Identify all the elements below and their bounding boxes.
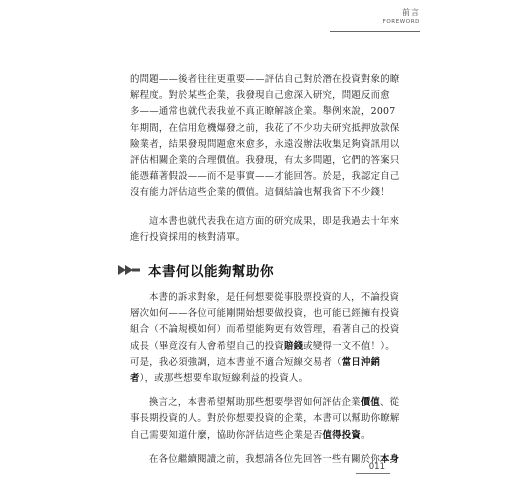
text-line: 評估相關企業的合理價值。我發現，有太多問題，它們的答案只 [130, 155, 400, 167]
text-line: 解程度。對於某些企業，我發現自己愈深入研究，問題反而愈 [130, 90, 390, 102]
running-header [330, 8, 420, 26]
text-segment: 成長（畢竟沒有人會希望自己的投資 [130, 340, 285, 352]
section-heading [118, 260, 388, 280]
emphasis-text: 值得投資 [322, 429, 362, 441]
text-line [130, 428, 388, 444]
text-line: 多——通常也就代表我並不真正瞭解該企業。舉例來說，2007 [130, 106, 396, 118]
paragraph-2 [130, 214, 400, 246]
text-line: 沒有能力評估這些企業的價值。這個結論也幫我省下不少錢！ [130, 187, 390, 199]
text-line: 的問題——後者往往更重要——評估自己對於潛在投資對象的瞭 [130, 74, 400, 85]
page-number: 011 [368, 462, 385, 472]
paragraph-4 [130, 395, 400, 444]
paragraph-3 [130, 290, 400, 387]
page-body [130, 72, 400, 468]
text-segment: 可是，我必須強調，這本書並不適合短線交易者（ [130, 356, 342, 368]
text-line: 能憑藉著假設——而不是事實——才能回答。於是，我認定自己 [130, 171, 400, 183]
text-segment: 或變得一文不值！）。 [303, 340, 395, 352]
section-title: 本書何以能夠幫助你 [148, 264, 274, 281]
emphasis-text: 本身 [380, 453, 400, 465]
text-line: 險業者，結果發現問題愈來愈多，永遠沒辦法收集足夠資訊用以 [130, 138, 400, 150]
text-line [130, 339, 395, 355]
emphasis-text: 當日沖銷 [341, 356, 381, 368]
text-line: 這本書也就代表我在這方面的研究成果，即是我過去十年來 [149, 215, 400, 227]
paragraph-1 [130, 72, 400, 202]
header-title: 前言 [402, 8, 420, 17]
emphasis-text: 價值 [360, 397, 381, 409]
text-line: 進行投資採用的核對清單。 [130, 231, 246, 243]
text-line: 組合（不論規模如何）而希望能夠更有效管理，看著自己的投資 [130, 324, 400, 336]
text-segment: 、從 [380, 397, 400, 409]
text-segment: 自己需要知道什麼，協助你評估這些企業是否 [130, 429, 323, 441]
text-line: 事長期投資的人。對於你想要投資的企業，本書可以幫助你瞭解 [130, 413, 400, 425]
text-line: 層次如何——各位可能剛開始想要做投資，也可能已經擁有投資 [130, 308, 400, 320]
text-line [130, 355, 388, 371]
text-line [130, 371, 388, 387]
emphasis-text: 賠錢 [284, 340, 304, 352]
text-segment: 換言之，本書希望幫助那些想要學習如何評估企業 [149, 397, 361, 409]
text-line [130, 395, 400, 411]
header-subtitle: FOREWORD [382, 19, 420, 25]
text-segment: ），或那些想要牟取短線利益的投資人。 [139, 373, 309, 385]
double-arrow-icon [118, 264, 142, 276]
text-line [130, 452, 400, 468]
text-segment: 。 [361, 429, 371, 441]
emphasis-text: 者 [130, 373, 140, 385]
footer-rule [356, 473, 390, 474]
header-rule [330, 31, 420, 32]
text-segment: 在各位繼續閱讀之前，我想請各位先回答一些有關於你 [149, 453, 381, 465]
text-line: 本書的訴求對象，是任何想要從事股票投資的人，不論投資 [149, 292, 400, 304]
paragraph-5 [130, 452, 400, 468]
text-line: 年期間，在信用危機爆發之前，我花了不少功夫研究抵押放款保 [130, 122, 400, 134]
